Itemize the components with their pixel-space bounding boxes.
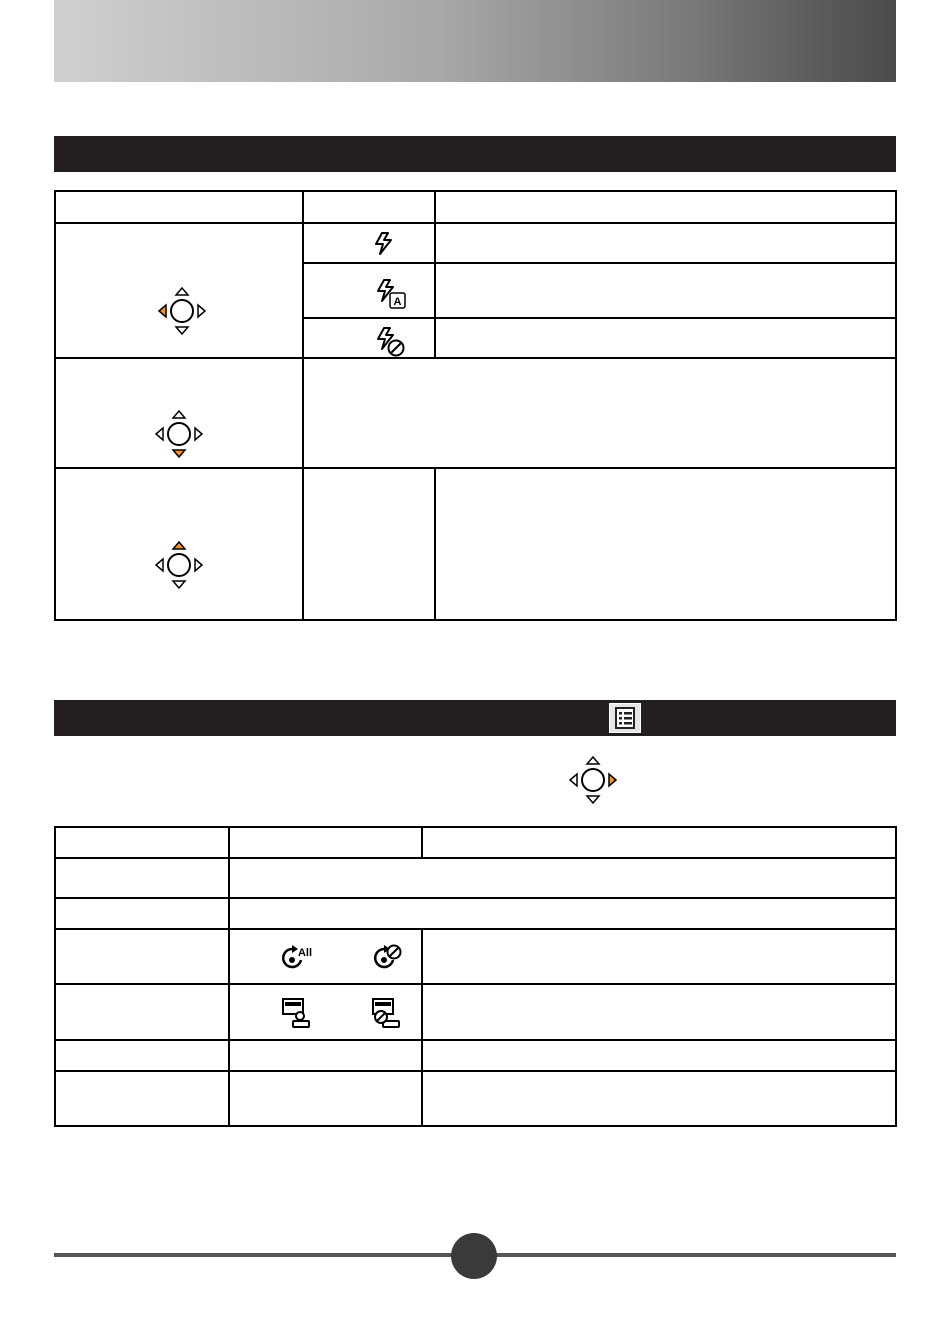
section-bar-playback-menu [54,700,896,736]
table2-col-divider [421,826,423,859]
flash-icon [372,230,398,258]
table2-row-divider [54,983,897,985]
table1-header-divider [54,222,897,224]
table1-row-divider [302,317,897,319]
flash-auto-icon [374,278,408,310]
dpof-cancel-icon [370,996,404,1030]
table1-top-border [54,190,897,192]
table1-col-divider [434,190,436,359]
table2-bottom-border [54,1125,897,1127]
dpof-print-icon [280,996,314,1030]
table2-col-divider [228,826,230,1127]
svg-text:A: A [393,296,402,308]
table1-bottom-border [54,619,897,621]
table2-top-border [54,826,897,828]
dpad-up-highlight-icon [152,539,206,591]
table1-left-border [54,190,56,621]
table2-right-border [895,826,897,1127]
table2-row-divider [54,928,897,930]
table1-row-divider [54,467,897,469]
table2-row-divider [54,897,897,899]
dpad-right-highlight-icon [566,754,620,806]
table2-row-divider [54,1039,897,1041]
page-number-badge [451,1233,497,1279]
table1-col-divider [302,190,304,621]
table2-col-divider [421,928,423,1127]
delete-all-icon [278,942,314,974]
table2-row-divider [54,1070,897,1072]
table1-row-divider [54,357,897,359]
header-band [54,0,896,82]
table1-right-border [895,190,897,621]
svg-text:All: All [297,947,313,959]
menu-list-icon [609,703,641,733]
dpad-down-highlight-icon [152,408,206,460]
table1-col-divider [434,467,436,621]
flash-off-icon [374,326,408,358]
section-bar-flash [54,136,896,172]
table1-row-divider [302,262,897,264]
table2-left-border [54,826,56,1127]
delete-cancel-icon [375,945,400,967]
dpad-left-highlight-icon [155,285,209,337]
table2-header-divider [54,857,897,859]
